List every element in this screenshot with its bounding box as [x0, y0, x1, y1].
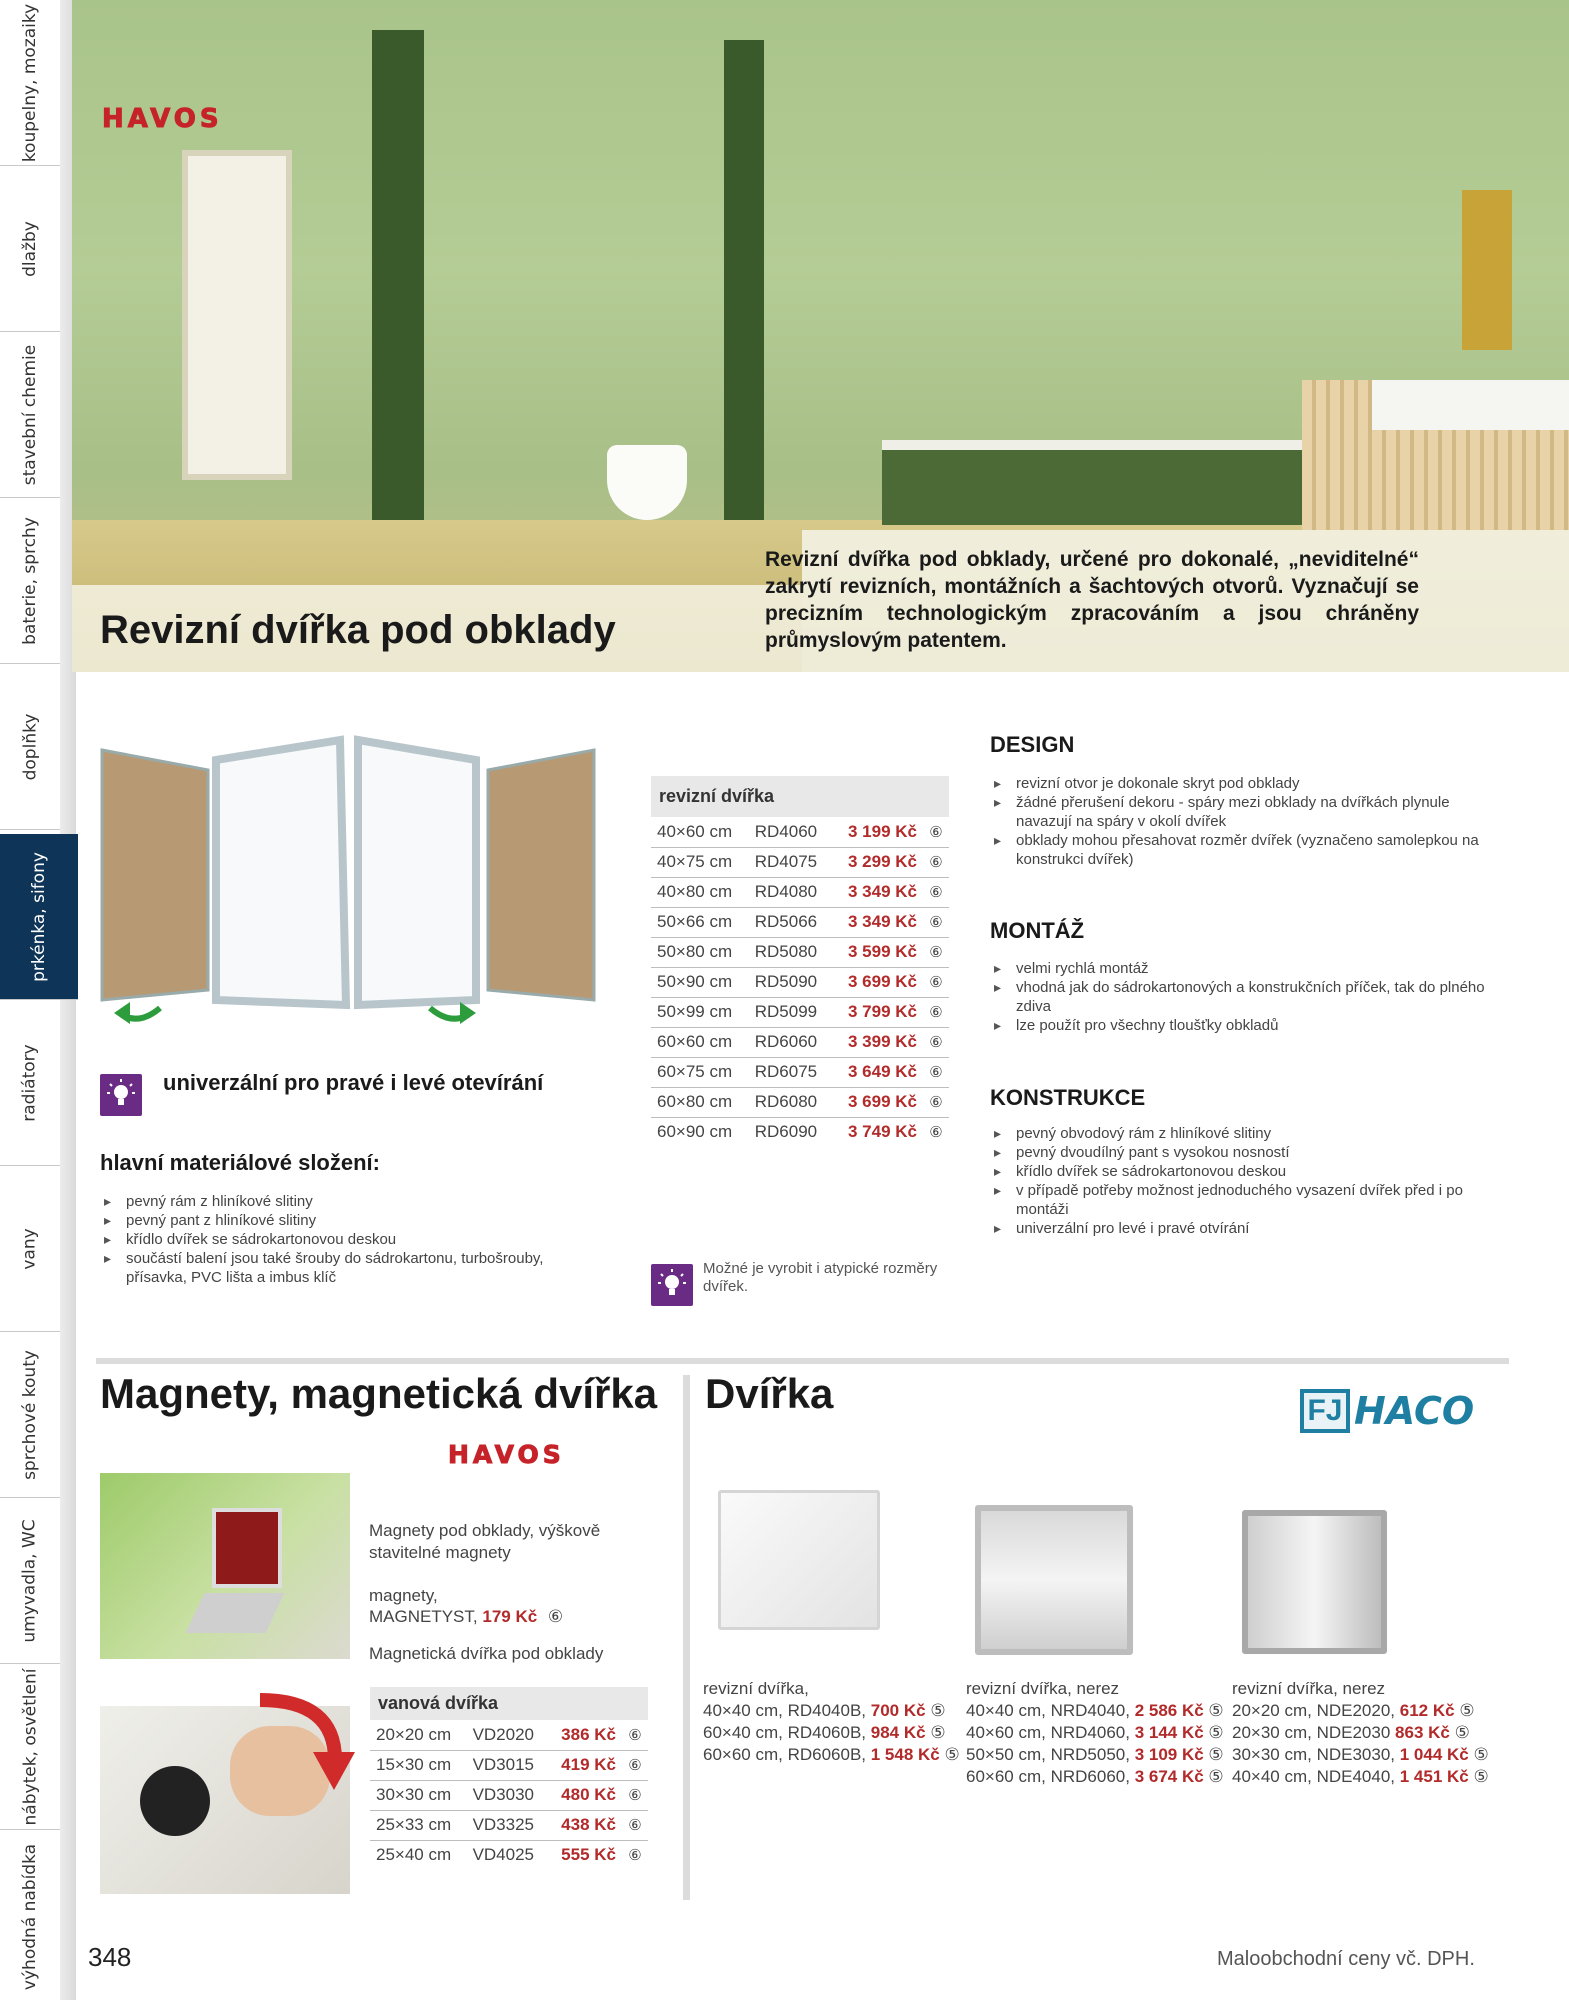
product-line: [966, 1700, 1224, 1722]
line-price: 1 548 Kč: [870, 1745, 940, 1764]
code-cell: VD3325: [467, 1810, 548, 1840]
tab-vyhodna-nabidka[interactable]: [0, 1834, 60, 2000]
bathtub: [882, 440, 1372, 525]
line-price: 2 586 Kč: [1134, 1701, 1204, 1720]
table-row: [651, 937, 949, 967]
list-item: ▸ součástí balení jsou také šrouby do sádrokartonu, turbošrouby, přísavka, PVC lišta a imbus klíč: [104, 1249, 574, 1287]
curved-arrow-icon: [255, 1690, 355, 1800]
product-line: [1232, 1700, 1489, 1722]
materials-heading: hlavní materiálové složení:: [100, 1150, 380, 1175]
page-number: 348: [88, 1942, 132, 1972]
line-text: 40×60 cm, NRD4060,: [966, 1723, 1130, 1742]
tab-label: umyvadla, WC: [20, 1518, 41, 1643]
window: [182, 150, 292, 480]
tab-baterie-sprchy[interactable]: [0, 498, 60, 664]
steel-square-door-photo: [1242, 1510, 1387, 1654]
line-price: 1 044 Kč: [1399, 1745, 1469, 1764]
code-cell: RD5066: [749, 907, 832, 937]
vat-cell: ⑥: [923, 817, 949, 847]
column-divider: [683, 1375, 690, 1900]
lightbulb-icon: [100, 1074, 142, 1116]
price-cell: 3 699 Kč: [832, 1087, 923, 1117]
montaz-heading: MONTÁŽ: [990, 918, 1085, 943]
vat-badge: ⑤: [1208, 1723, 1224, 1742]
tab-dlazby[interactable]: [0, 166, 60, 332]
konstrukce-list: [994, 1124, 1474, 1238]
price-cell: 3 799 Kč: [832, 997, 923, 1027]
product-line: [1232, 1722, 1489, 1744]
haco-logo-text: HACO: [1354, 1389, 1475, 1433]
line-price: 863 Kč: [1395, 1723, 1450, 1742]
size-cell: 50×80 cm: [651, 937, 749, 967]
price-cell: 3 399 Kč: [832, 1027, 923, 1057]
magnets-item: [369, 1606, 563, 1628]
price-cell: 555 Kč: [561, 1845, 616, 1865]
konstrukce-heading: KONSTRUKCE: [990, 1085, 1146, 1110]
tab-nabytek-osvetleni[interactable]: [0, 1664, 60, 1830]
list-item: ▸ velmi rychlá montáž: [994, 959, 1499, 978]
vat-badge: ⑤: [1473, 1767, 1489, 1786]
magnet-door-photo: [100, 1473, 350, 1659]
line-text: 20×30 cm, NDE2030: [1232, 1723, 1391, 1742]
hero-description: Revizní dvířka pod obklady, určené pro dokonalé, „neviditelné“ zakrytí revizních, montážních a šachtových otvorů. Vyznačují se precizním technologickým zpracováním a jsou chráněny průmyslovým patentem.: [765, 548, 1419, 652]
table-row: [370, 1810, 648, 1840]
size-cell: 50×66 cm: [651, 907, 749, 937]
vat-badge: ⑥: [547, 1607, 564, 1626]
code-cell: RD5099: [749, 997, 832, 1027]
steel-revision-door-photo: [975, 1505, 1133, 1655]
wall-tile-strip: [372, 30, 424, 520]
tab-label: doplňky: [20, 713, 40, 780]
code-cell: VD2020: [467, 1720, 548, 1750]
tab-label: vany: [19, 1227, 40, 1270]
product-title: revizní dvířka, nerez: [966, 1679, 1120, 1698]
code-cell: RD4060: [749, 817, 832, 847]
price-cell: 480 Kč: [548, 1780, 622, 1810]
line-text: 60×40 cm, RD4060B,: [703, 1723, 867, 1742]
section-divider: [96, 1358, 1509, 1364]
page-title: Revizní dvířka pod obklady: [100, 608, 616, 652]
table-row: [370, 1750, 648, 1780]
product-line: [1232, 1766, 1489, 1788]
price-cell: 419 Kč: [548, 1750, 622, 1780]
vat-cell: ⑥: [929, 1124, 943, 1142]
materials-list: [104, 1192, 574, 1287]
table-row: [651, 1057, 949, 1087]
tab-koupelny-mozaiky[interactable]: [0, 0, 60, 166]
tab-prkenka-sifony[interactable]: [0, 834, 78, 1000]
vat-cell: ⑥: [923, 1027, 949, 1057]
haco-logo: [1300, 1388, 1474, 1434]
havos-logo: HAVOS: [102, 104, 223, 134]
list-item: ▸ pevný dvoudílný pant s vysokou nosností: [994, 1143, 1474, 1162]
tab-sprchove-kouty[interactable]: [0, 1332, 60, 1498]
vat-badge: ⑤: [930, 1723, 946, 1742]
price-cell: 386 Kč: [548, 1720, 622, 1750]
table-header: vanová dvířka: [370, 1687, 648, 1720]
product-card-nde: [1232, 1678, 1489, 1788]
price-cell: 3 699 Kč: [832, 967, 923, 997]
product-card-nrd: [966, 1678, 1224, 1788]
list-item: ▸ pevný obvodový rám z hliníkové slitiny: [994, 1124, 1474, 1143]
vat-cell: ⑥: [923, 937, 949, 967]
toilet: [607, 445, 687, 520]
size-cell: 40×80 cm: [651, 877, 749, 907]
list-item: ▸ křídlo dvířek se sádrokartonovou deskou: [994, 1162, 1474, 1181]
design-heading: DESIGN: [990, 732, 1075, 757]
tab-stavebni-chemie[interactable]: [0, 332, 60, 498]
vat-badge: ⑤: [930, 1701, 946, 1720]
line-text: 30×30 cm, NDE3030,: [1232, 1745, 1396, 1764]
line-price: 3 109 Kč: [1134, 1745, 1204, 1764]
montaz-list: [994, 959, 1499, 1035]
product-line: [1232, 1744, 1489, 1766]
tab-vany[interactable]: [0, 1166, 60, 1332]
vat-cell: ⑥: [622, 1720, 648, 1750]
list-item: ▸ lze použít pro všechny tloušťky obkladů: [994, 1016, 1499, 1035]
table-row: [651, 1027, 949, 1057]
size-cell: 25×40 cm: [376, 1845, 452, 1865]
product-line: [966, 1722, 1224, 1744]
tab-label: nábytek, osvětlení: [20, 1668, 41, 1825]
list-item: ▸ obklady mohou přesahovat rozměr dvířek (vyznačeno samolepkou na konstrukci dvířek): [994, 831, 1499, 869]
tab-label: prkénka, sifony: [29, 851, 50, 982]
product-line: [703, 1700, 960, 1722]
list-item: ▸ žádné přerušení dekoru - spáry mezi obklady na dvířkách plynule navazují na spáry v okolí dvířek: [994, 793, 1499, 831]
size-cell: 30×30 cm: [370, 1780, 467, 1810]
tab-label: radiátory: [20, 1043, 40, 1122]
list-item: ▸ pevný rám z hliníkové slitiny: [104, 1192, 574, 1211]
tab-radiatory[interactable]: [0, 1000, 60, 1166]
code-cell: VD3015: [467, 1750, 548, 1780]
size-cell: 15×30 cm: [370, 1750, 467, 1780]
line-price: 3 144 Kč: [1134, 1723, 1204, 1742]
size-cell: 20×20 cm: [370, 1720, 467, 1750]
table-row: [651, 817, 949, 847]
lightbulb-icon: [651, 1264, 693, 1306]
vat-badge: ⑤: [1208, 1701, 1224, 1720]
code-cell: RD6075: [749, 1057, 832, 1087]
line-price: 612 Kč: [1399, 1701, 1455, 1720]
vat-badge: ⑤: [1208, 1767, 1224, 1786]
line-text: 40×40 cm, NRD4040,: [966, 1701, 1130, 1720]
price-cell: 3 349 Kč: [832, 907, 923, 937]
tab-label: výhodná nabídka: [20, 1843, 40, 1991]
tab-label: dlažby: [20, 220, 40, 277]
size-cell: 60×80 cm: [651, 1087, 749, 1117]
price-table-vanova-dvirka: [370, 1687, 648, 1870]
sink: [1372, 380, 1569, 430]
table-header: revizní dvířka: [651, 776, 949, 817]
door-illustration: [100, 730, 600, 1030]
magnets-code: MAGNETYST,: [369, 1607, 478, 1626]
table-row: [370, 1780, 648, 1810]
line-price: 1 451 Kč: [1399, 1767, 1469, 1786]
product-line: [966, 1766, 1224, 1788]
tab-umyvadla-wc[interactable]: [0, 1498, 60, 1664]
wall-tile-strip: [724, 40, 764, 520]
vat-badge: ⑤: [944, 1745, 960, 1764]
price-cell: 3 199 Kč: [832, 817, 923, 847]
vat-cell: ⑥: [923, 997, 949, 1027]
table-row: [370, 1840, 648, 1870]
vat-badge: ⑤: [1208, 1745, 1224, 1764]
size-cell: 40×75 cm: [651, 847, 749, 877]
code-cell: VD3030: [467, 1780, 548, 1810]
table-row: [651, 907, 949, 937]
price-cell: 3 299 Kč: [832, 847, 923, 877]
size-cell: 40×60 cm: [651, 817, 749, 847]
product-title: revizní dvířka, nerez: [1232, 1679, 1386, 1698]
vat-cell: ⑥: [622, 1780, 648, 1810]
code-cell: RD4080: [749, 877, 832, 907]
table-row: [651, 967, 949, 997]
vat-badge: ⑤: [1459, 1701, 1475, 1720]
vat-badge: ⑤: [1473, 1745, 1489, 1764]
size-cell: 50×90 cm: [651, 967, 749, 997]
price-cell: 3 649 Kč: [832, 1057, 923, 1087]
vat-cell: ⑥: [628, 1847, 642, 1865]
size-cell: 50×99 cm: [651, 997, 749, 1027]
code-cell: RD5090: [749, 967, 832, 997]
atypical-sizes-note: Možné je vyrobit i atypické rozměry dvířek.: [703, 1260, 938, 1295]
line-price: 984 Kč: [870, 1723, 926, 1742]
size-cell: 60×60 cm: [651, 1027, 749, 1057]
magnets-price: 179 Kč: [482, 1607, 538, 1626]
code-cell: RD6080: [749, 1087, 832, 1117]
tab-doplnky[interactable]: [0, 664, 60, 830]
size-cell: 60×75 cm: [651, 1057, 749, 1087]
table-row: [651, 847, 949, 877]
code-cell: RD4075: [749, 847, 832, 877]
table-row: [651, 1087, 949, 1117]
list-item: ▸ univerzální pro levé i pravé otvírání: [994, 1219, 1474, 1238]
vat-cell: ⑥: [923, 1057, 949, 1087]
size-cell: 25×33 cm: [370, 1810, 467, 1840]
product-title: revizní dvířka,: [703, 1679, 809, 1698]
magnetic-door-label: Magnetická dvířka pod obklady: [369, 1644, 604, 1663]
product-line: [966, 1744, 1224, 1766]
list-item: ▸ v případě potřeby možnost jednoduchého vysazení dvířek před i po montáži: [994, 1181, 1474, 1219]
list-item: ▸ vhodná jak do sádrokartonových a konstrukčních příček, tak do plného zdiva: [994, 978, 1499, 1016]
table-row: [370, 1720, 648, 1750]
product-line: [703, 1744, 960, 1766]
code-cell: RD6090: [754, 1122, 818, 1142]
price-note: Maloobchodní ceny vč. DPH.: [1217, 1948, 1475, 1970]
code-cell: VD4025: [472, 1845, 534, 1865]
price-cell: 3 749 Kč: [848, 1122, 917, 1142]
product-line: [703, 1722, 960, 1744]
havos-logo: HAVOS: [448, 1440, 565, 1469]
code-cell: RD6060: [749, 1027, 832, 1057]
list-item: ▸ pevný pant z hliníkové slitiny: [104, 1211, 574, 1230]
towel: [1462, 190, 1512, 350]
magnets-description: Magnety pod obklady, výškově stavitelné magnety: [369, 1521, 601, 1562]
tab-label: stavební chemie: [20, 344, 41, 485]
design-list: [994, 774, 1499, 869]
tab-label: sprchové kouty: [20, 1349, 41, 1480]
vat-cell: ⑥: [923, 847, 949, 877]
table-row: [651, 1117, 949, 1147]
line-text: 60×60 cm, RD6060B,: [703, 1745, 867, 1764]
table-row: [651, 997, 949, 1027]
haco-logo-mark: FJ: [1300, 1389, 1350, 1433]
tab-label: baterie, sprchy: [20, 516, 41, 645]
dvirka-title: Dvířka: [705, 1370, 834, 1417]
white-revision-door-photo: [718, 1490, 880, 1630]
line-price: 700 Kč: [870, 1701, 926, 1720]
tab-label: koupelny, mozaiky: [20, 3, 41, 162]
vat-cell: ⑥: [923, 877, 949, 907]
vat-cell: ⑥: [923, 907, 949, 937]
price-table-revizni-dvirka: [651, 776, 949, 1147]
table-row: [651, 877, 949, 907]
line-price: 3 674 Kč: [1134, 1767, 1204, 1786]
line-text: 50×50 cm, NRD5050,: [966, 1745, 1130, 1764]
line-text: 60×60 cm, NRD6060,: [966, 1767, 1130, 1786]
price-cell: 3 349 Kč: [832, 877, 923, 907]
vat-badge: ⑤: [1454, 1723, 1470, 1742]
price-cell: 3 599 Kč: [832, 937, 923, 967]
category-sidebar: [0, 0, 76, 2000]
magnets-item-label: magnety,: [369, 1586, 438, 1605]
line-text: 20×20 cm, NDE2020,: [1232, 1701, 1396, 1720]
vat-cell: ⑥: [622, 1750, 648, 1780]
code-cell: RD5080: [749, 937, 832, 967]
line-text: 40×40 cm, RD4040B,: [703, 1701, 867, 1720]
size-cell: 60×90 cm: [657, 1122, 733, 1142]
line-text: 40×40 cm, NDE4040,: [1232, 1767, 1396, 1786]
universal-opening-note: univerzální pro pravé i levé otevírání: [163, 1070, 544, 1095]
list-item: ▸ křídlo dvířek se sádrokartonovou deskou: [104, 1230, 574, 1249]
price-cell: 438 Kč: [548, 1810, 622, 1840]
magnets-title: Magnety, magnetická dvířka: [100, 1370, 658, 1417]
vat-cell: ⑥: [923, 967, 949, 997]
vat-cell: ⑥: [622, 1810, 648, 1840]
product-card-rd: [703, 1678, 960, 1766]
vat-cell: ⑥: [923, 1087, 949, 1117]
list-item: ▸ revizní otvor je dokonale skryt pod obklady: [994, 774, 1499, 793]
